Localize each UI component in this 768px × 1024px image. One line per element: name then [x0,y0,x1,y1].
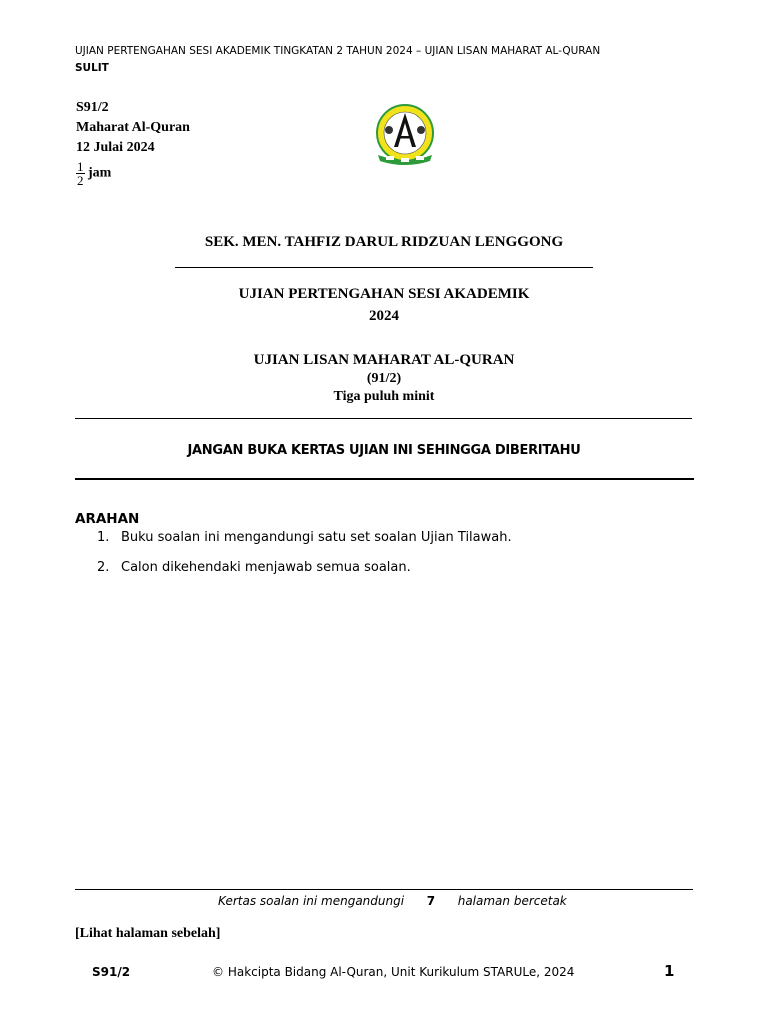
paper-title: UJIAN LISAN MAHARAT AL-QURAN [253,352,515,368]
subject-name: Maharat Al-Quran [76,120,190,135]
instructions-list [75,530,695,590]
duration-fraction: $\frac{1}{2}$ [77,159,84,188]
exam-date: 12 Julai 2024 [76,140,155,155]
school-crest-icon [372,103,438,169]
running-header: UJIAN PERTENGAHAN SESI AKADEMIK TINGKATAN 2 TAHUN 2024 – UJIAN LISAN MAHARAT AL-QURAN [75,45,601,57]
exam-title: UJIAN PERTENGAHAN SESI AKADEMIK [238,286,530,302]
next-page-label: [Lihat halaman sebelah] [75,926,221,941]
footer-copyright: © Hakcipta Bidang Al-Quran, Unit Kurikulum STARULe, 2024 [212,965,575,979]
paper-code: S91/2 [76,100,109,115]
page-count: 7 [426,894,436,908]
duration [76,160,190,187]
meta-block [76,98,190,187]
paper-duration: Tiga puluh minit [333,389,435,404]
footer-code: S91/2 [92,965,131,979]
instructions-heading: ARAHAN [75,511,140,527]
page-count-note: Kertas soalan ini mengandungi 7 halaman bercetak [218,894,567,908]
paper-code-center: (91/2) [366,371,402,386]
divider-bottom [75,889,693,890]
divider-warning [75,478,694,480]
divider-top [75,418,692,419]
school-name: SEK. MEN. TAHFIZ DARUL RIDZUAN LENGGONG [204,234,564,250]
duration-unit: jam [88,165,112,181]
page-number: 1 [664,962,675,980]
list-item: 2. Calon dikehendaki menjawab semua soalan. [97,560,411,575]
do-not-open-warning: JANGAN BUKA KERTAS UJIAN INI SEHINGGA DIBERITAHU [187,443,581,458]
classification-label: SULIT [75,62,109,74]
list-item: 1. Buku soalan ini mengandungi satu set soalan Ujian Tilawah. [97,530,512,545]
school-underline [175,267,593,268]
exam-year: 2024 [369,308,399,324]
